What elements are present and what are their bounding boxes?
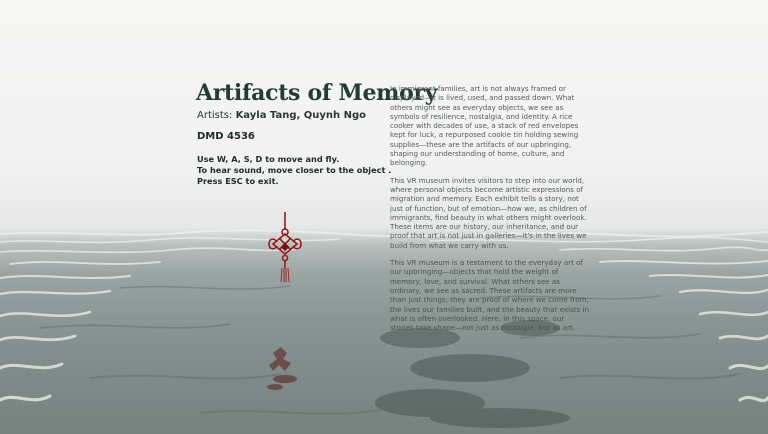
exhibit-description [390, 84, 590, 340]
artists-names: Kayla Tang, Quynh Ngo [235, 110, 367, 121]
exhibit-title: Artifacts of Memory [196, 80, 438, 106]
instruction-move: Use W, A, S, D to move and fly. [197, 154, 340, 164]
knot-reflection [255, 345, 315, 395]
description-paragraph: In immigrant families, art is not always framed or displayed—it is lived, used, and passed down. What others might see as everyday objects, we see as symbols of resilience, nostalgia, and identity. A rice cooker with decades of use, a stack of red envelopes kept for luck, a repurposed cookie tin holding sewing supplies—these are the artifacts of our upbringing, shaping our understanding of home, culture, and belonging. [390, 84, 579, 168]
instruction-sound: To hear sound, move closer to the object . [197, 165, 392, 175]
description-paragraph: This VR museum invites visitors to step into our world, where personal objects become artistic expressions of migration and memory. Each exhibit tells a story, not just of function, but of emotion—how we, as children of immigrants, find beauty in what others might overlook. These items are our history, our inheritance, and our proof that art is not just in galleries—it's in the lives we build from what we carry with us. [390, 175, 587, 250]
artists-label: Artists: [197, 110, 233, 121]
artists-credit [197, 110, 366, 121]
ocean-surface [0, 228, 768, 434]
course-code: DMD 4536 [197, 131, 255, 142]
chinese-knot-ornament[interactable] [265, 212, 305, 284]
instruction-exit: Press ESC to exit. [197, 176, 279, 186]
controls-instructions [197, 154, 391, 187]
ocean-waves [0, 228, 768, 434]
description-paragraph: This VR museum is a testament to the everyday art of our upbringing—objects that hold the weight of memory, love, and survival. What others see as ordinary, we see as sacred. These artifacts are more than just things; they are proof of where we come from, the lives our families built, and the beauty that exists in what is often overlooked. Here, in this space, our stories take shape—not just as nostalgia, but as art. [390, 258, 589, 333]
